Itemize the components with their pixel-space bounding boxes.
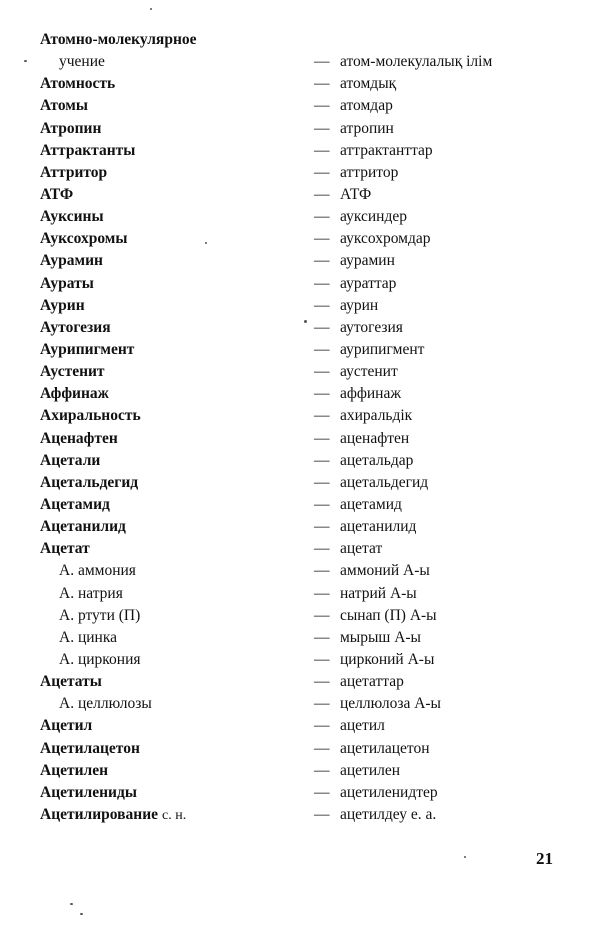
dictionary-entry <box>40 339 560 361</box>
entry-dash: — <box>314 208 330 226</box>
entry-term-text: Аурамин <box>40 252 103 270</box>
entry-term <box>40 118 101 140</box>
print-speck <box>464 856 466 858</box>
entry-dash: — <box>314 296 330 314</box>
entry-term <box>59 649 141 671</box>
dictionary-entry <box>40 450 560 472</box>
entry-translation: мырыш А-ы <box>340 628 421 646</box>
entry-term-text: Ацетат <box>40 540 90 558</box>
entry-translation: сынап (П) А-ы <box>340 606 437 624</box>
dictionary-entry <box>40 494 560 516</box>
dictionary-entry <box>40 206 560 228</box>
entry-dash: — <box>314 363 330 381</box>
entry-term <box>40 450 100 472</box>
entry-translation: аурамин <box>340 252 395 270</box>
dictionary-entry <box>40 405 560 427</box>
entry-dash: — <box>314 185 330 203</box>
entry-dash: — <box>314 75 330 93</box>
entry-term <box>40 494 110 516</box>
entry-term <box>40 206 104 228</box>
entry-translation: аурипигмент <box>340 340 425 358</box>
entry-term-text: Аутогезия <box>40 318 111 336</box>
entry-term <box>40 472 138 494</box>
entry-term-text: А. натрия <box>59 584 123 602</box>
entry-term <box>40 339 134 361</box>
entry-translation: ацетат <box>340 540 383 558</box>
entry-term <box>40 428 118 450</box>
entry-translation: атомдық <box>340 75 397 93</box>
entry-term <box>40 29 197 51</box>
entry-dash: — <box>314 739 330 757</box>
print-speck <box>70 903 73 905</box>
dictionary-entry <box>40 428 560 450</box>
entry-dash: — <box>314 606 330 624</box>
dictionary-entry <box>40 295 560 317</box>
entry-term-text: Атомно-молекулярное <box>40 31 197 48</box>
dictionary-entry <box>40 95 560 117</box>
entry-translation: аураттар <box>340 274 397 292</box>
entry-translation: ацетиленидтер <box>340 783 438 801</box>
entry-translation: ауксохромдар <box>340 230 431 248</box>
entry-term <box>40 671 102 693</box>
entry-dash: — <box>314 318 330 336</box>
entry-translation: натрий А-ы <box>340 584 417 602</box>
entry-term-text: Ацетамид <box>40 495 110 513</box>
entry-translation: АТФ <box>340 185 372 203</box>
entry-term <box>59 560 136 582</box>
entry-translation: ацетилен <box>340 761 401 779</box>
entry-term-text: Ауксохромы <box>40 230 128 248</box>
entry-translation: атом-молекулалық ілім <box>340 53 493 71</box>
entry-term <box>40 782 137 804</box>
entry-dash: — <box>314 340 330 358</box>
dictionary-entry <box>40 472 560 494</box>
print-speck <box>80 913 83 915</box>
entry-term <box>59 627 117 649</box>
entry-term-text: А. ртути (П) <box>59 606 141 624</box>
entry-translation: аустенит <box>340 363 398 381</box>
dictionary-entry <box>40 383 560 405</box>
entry-term-text: Ацетилацетон <box>40 739 140 757</box>
entry-dash: — <box>314 407 330 425</box>
entry-term-text: Ахиральность <box>40 407 141 425</box>
entry-dash: — <box>314 518 330 536</box>
entry-translation: аффинаж <box>340 385 402 403</box>
entry-dash: — <box>314 650 330 668</box>
entry-translation: ацетаттар <box>340 673 404 691</box>
entry-translation: ацетилацетон <box>340 739 430 757</box>
entry-dash: — <box>314 385 330 403</box>
entry-term-text: Аураты <box>40 274 94 292</box>
entry-term-text: Ауксины <box>40 208 104 226</box>
entry-dash: — <box>314 141 330 159</box>
dictionary-entry <box>40 804 560 826</box>
entry-term <box>40 228 127 250</box>
print-speck <box>205 242 207 244</box>
entry-term <box>40 317 111 339</box>
entry-translation: аттритор <box>340 163 399 181</box>
dictionary-entry <box>40 361 560 383</box>
entry-dash: — <box>314 119 330 137</box>
dictionary-entry <box>40 118 560 140</box>
entry-dash: — <box>314 783 330 801</box>
dictionary-entry-list <box>40 29 560 826</box>
entry-translation: цирконий А-ы <box>340 650 435 668</box>
entry-term <box>59 693 152 715</box>
entry-term <box>40 361 105 383</box>
entry-term <box>40 516 126 538</box>
entry-term-text: Аурин <box>40 296 85 314</box>
dictionary-entry <box>40 516 560 538</box>
entry-translation: аутогезия <box>340 318 403 336</box>
dictionary-entry <box>40 162 560 184</box>
dictionary-entry <box>40 715 560 737</box>
entry-term <box>40 760 108 782</box>
entry-term <box>59 583 123 605</box>
entry-term-text: Атомы <box>40 97 88 115</box>
dictionary-entry <box>40 560 560 582</box>
entry-dash: — <box>314 451 330 469</box>
entry-term <box>40 73 115 95</box>
entry-term-text: Ацетанилид <box>40 518 126 536</box>
entry-dash: — <box>314 230 330 248</box>
entry-term-text: Атропин <box>40 119 102 137</box>
entry-translation: ацетилдеу е. а. <box>340 805 437 823</box>
entry-term-text: Ацетали <box>40 451 101 469</box>
entry-dash: — <box>314 673 330 691</box>
entry-term-text: Аценафтен <box>40 429 118 447</box>
entry-term <box>59 51 105 73</box>
dictionary-entry <box>40 51 560 73</box>
entry-dash: — <box>314 429 330 447</box>
dictionary-entry <box>40 627 560 649</box>
entry-term-text: А. циркония <box>59 650 141 668</box>
entry-term-text: Аустенит <box>40 363 105 381</box>
dictionary-entry <box>40 671 560 693</box>
entry-dash: — <box>314 473 330 491</box>
dictionary-entry <box>40 538 560 560</box>
entry-term <box>40 95 88 117</box>
entry-term-text: Аттритор <box>40 163 108 181</box>
entry-dash: — <box>314 805 330 823</box>
dictionary-entry <box>40 140 560 162</box>
entry-translation: ахиральдік <box>340 407 413 425</box>
entry-term <box>40 140 135 162</box>
entry-term <box>40 162 107 184</box>
entry-translation: аценафтен <box>340 429 410 447</box>
entry-translation: ацетил <box>340 717 385 735</box>
entry-term <box>40 715 92 737</box>
entry-term-text: Аффинаж <box>40 385 109 403</box>
print-speck <box>304 320 307 323</box>
entry-term-text: А. целлюлозы <box>59 695 152 713</box>
entry-term <box>40 295 85 317</box>
entry-term <box>40 804 186 827</box>
entry-translation: ацетальдегид <box>340 473 429 491</box>
dictionary-entry <box>40 782 560 804</box>
dictionary-entry <box>40 73 560 95</box>
entry-dash: — <box>314 540 330 558</box>
entry-translation: аурин <box>340 296 379 314</box>
entry-dash: — <box>314 695 330 713</box>
print-speck <box>24 60 27 62</box>
entry-translation: ацетамид <box>340 495 402 513</box>
entry-translation: ацетанилид <box>340 518 417 536</box>
dictionary-entry <box>40 693 560 715</box>
entry-term <box>40 273 94 295</box>
print-speck <box>150 8 152 10</box>
entry-term <box>40 405 141 427</box>
dictionary-entry <box>40 605 560 627</box>
entry-dash: — <box>314 717 330 735</box>
entry-dash: — <box>314 562 330 580</box>
entry-term-text: Ацетилениды <box>40 783 137 801</box>
entry-translation: атомдар <box>340 97 393 115</box>
dictionary-entry <box>40 29 560 51</box>
entry-dash: — <box>314 628 330 646</box>
dictionary-entry <box>40 738 560 760</box>
entry-dash: — <box>314 274 330 292</box>
entry-dash: — <box>314 584 330 602</box>
entry-dash: — <box>314 97 330 115</box>
entry-term-text: учение <box>59 53 105 71</box>
entry-translation: ауксиндер <box>340 208 407 226</box>
entry-term <box>40 738 140 760</box>
entry-grammar-note: с. н. <box>162 807 187 823</box>
entry-dash: — <box>314 163 330 181</box>
entry-term-text: Ацетилирование <box>40 805 159 823</box>
entry-term-text: А. аммония <box>59 562 136 580</box>
dictionary-entry <box>40 317 560 339</box>
entry-term-text: Аттрактанты <box>40 141 136 159</box>
entry-dash: — <box>314 495 330 513</box>
entry-term-text: Ацетальдегид <box>40 473 139 491</box>
entry-term-text: А. цинка <box>59 628 118 646</box>
dictionary-entry <box>40 228 560 250</box>
dictionary-entry <box>40 760 560 782</box>
entry-term <box>40 250 103 272</box>
page-number: 21 <box>536 849 553 868</box>
dictionary-entry <box>40 583 560 605</box>
entry-translation: аммоний А-ы <box>340 562 430 580</box>
dictionary-entry <box>40 250 560 272</box>
entry-translation: ацетальдар <box>340 451 414 469</box>
dictionary-entry <box>40 649 560 671</box>
entry-term-text: Атомность <box>40 75 116 93</box>
entry-term <box>40 538 90 560</box>
entry-term <box>40 383 109 405</box>
entry-term <box>59 605 140 627</box>
entry-term-text: Аурипигмент <box>40 340 135 358</box>
entry-term <box>40 184 73 206</box>
entry-term-text: АТФ <box>40 185 74 203</box>
entry-translation: целлюлоза А-ы <box>340 695 441 713</box>
entry-term-text: Ацетил <box>40 717 93 735</box>
dictionary-entry <box>40 184 560 206</box>
entry-dash: — <box>314 53 330 71</box>
entry-translation: атропин <box>340 119 394 137</box>
entry-translation: аттрактанттар <box>340 141 433 159</box>
entry-dash: — <box>314 761 330 779</box>
entry-term-text: Ацетилен <box>40 761 109 779</box>
entry-dash: — <box>314 252 330 270</box>
dictionary-entry <box>40 273 560 295</box>
entry-term-text: Ацетаты <box>40 673 102 691</box>
